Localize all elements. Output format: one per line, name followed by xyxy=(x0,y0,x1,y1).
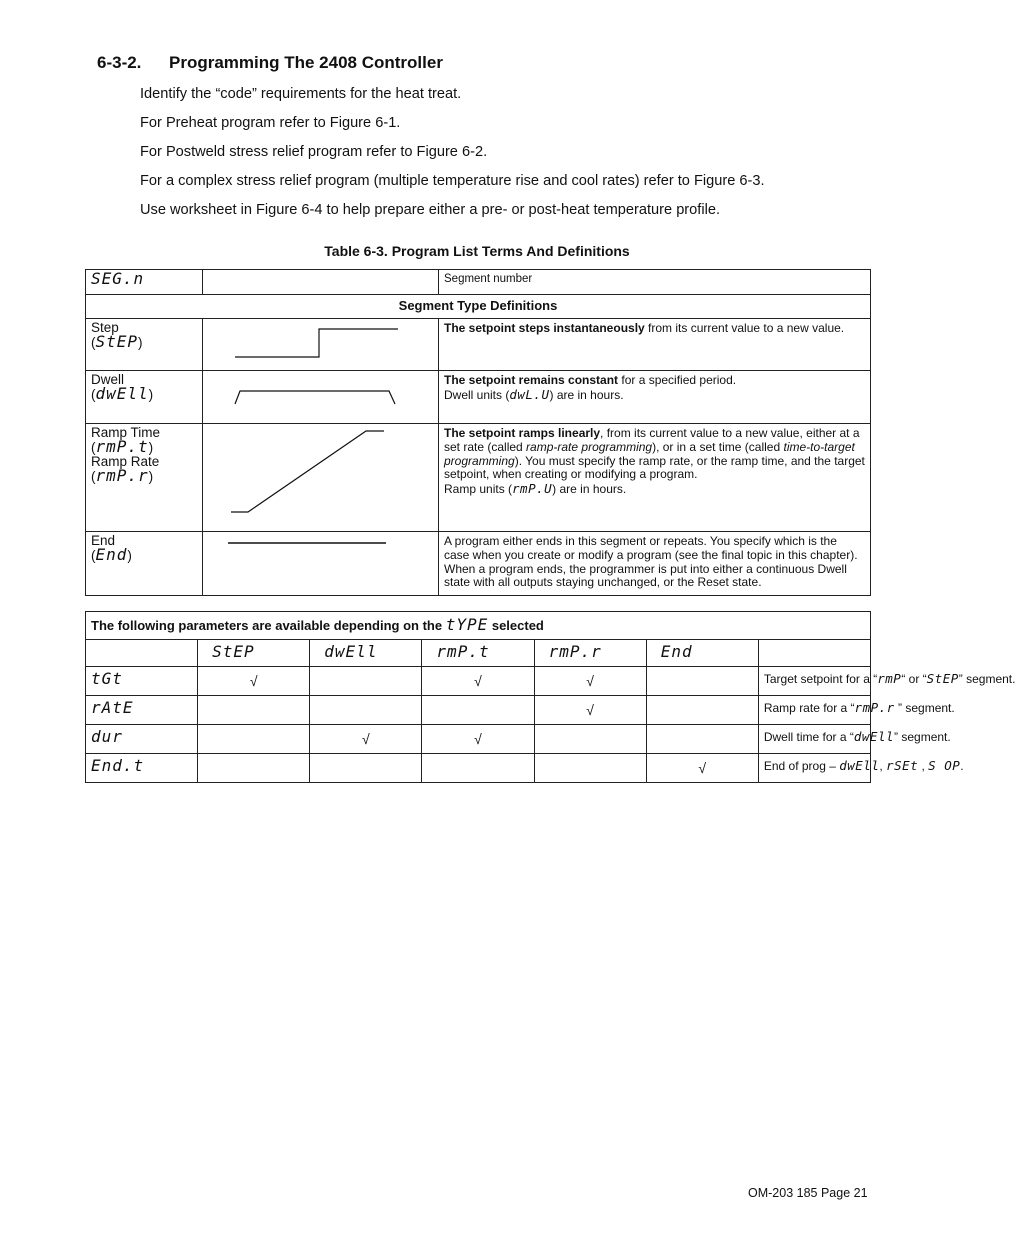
desc-endt-code3: S OP xyxy=(928,758,961,773)
ramp-time-label: Ramp Time xyxy=(91,425,161,440)
ramp-rate-label: Ramp Rate xyxy=(91,454,160,469)
segn-diagram-cell xyxy=(203,270,439,295)
step-desc xyxy=(439,319,871,371)
paragraph-postweld: For Postweld stress relief program refer to Figure 6-2. xyxy=(140,144,488,160)
params-header-code: tYPE xyxy=(445,615,489,634)
mark-rate-ramp-time xyxy=(422,696,534,725)
ramp-diagram xyxy=(203,424,438,532)
ramp-rate-code: rmP.r xyxy=(95,466,149,485)
paragraph-worksheet: Use worksheet in Figure 6-4 to help prepare either a pre- or post-heat temperature profile. xyxy=(140,202,720,218)
row-dur-label: dur xyxy=(91,727,123,746)
dwell-label: Dwell xyxy=(91,372,125,387)
desc-endt-sep1: , xyxy=(879,759,887,773)
col-step xyxy=(198,640,310,667)
desc-endt-sep2: , xyxy=(918,759,929,773)
step-desc-bold: The setpoint steps instantaneously xyxy=(444,321,645,335)
mark-endt-ramp-time xyxy=(422,754,534,783)
dwell-diagram xyxy=(203,371,438,424)
dwell-units-pre: Dwell units ( xyxy=(444,387,510,402)
desc-dur-code: dwEll xyxy=(853,729,895,744)
desc-tgt xyxy=(758,667,1015,696)
mark-dur-ramp-rate xyxy=(534,725,646,754)
col-ramp-rate xyxy=(534,640,646,667)
row-name-endt xyxy=(86,754,198,783)
end-label: End xyxy=(91,533,116,548)
desc-tgt-code1: rmP xyxy=(877,671,902,686)
dwell-diagram-cell xyxy=(203,371,439,424)
row-name-rate xyxy=(86,696,198,725)
ramp-desc-i1: ramp-rate programming xyxy=(526,439,653,454)
desc-rate-pre: Ramp rate for a “ xyxy=(763,701,855,715)
col-dwell-label: dwEll xyxy=(324,642,378,661)
ramp-desc-i2: time-to-target programming xyxy=(444,439,855,468)
mark-tgt-ramp-rate: √ xyxy=(534,667,646,696)
params-corner-cell xyxy=(86,640,198,667)
col-end xyxy=(646,640,758,667)
col-description xyxy=(758,640,870,667)
col-ramp-time xyxy=(422,640,534,667)
table-row-segn xyxy=(86,270,871,295)
mark-dur-dwell: √ xyxy=(310,725,422,754)
step-code: StEP xyxy=(95,332,139,351)
paragraph-complex: For a complex stress relief program (multiple temperature rise and cool rates) refer to Figure 6-3. xyxy=(140,173,765,189)
mark-tgt-dwell xyxy=(310,667,422,696)
params-header xyxy=(86,612,871,640)
table-title: Table 6-3. Program List Terms And Definitions xyxy=(324,243,630,259)
mark-dur-step xyxy=(198,725,310,754)
ramp-label-cell: Ramp Time (rmP.t) Ramp Rate (rmP.r) xyxy=(86,424,203,532)
desc-endt-code1: dwEll xyxy=(839,758,880,773)
segn-code-cell xyxy=(86,270,203,295)
col-ramp-rate-label: rmP.r xyxy=(548,642,602,661)
mark-rate-end xyxy=(646,696,758,725)
ramp-desc-t1: , from its current value to a new value, either at a set rate (called xyxy=(444,426,860,454)
step-label-cell: Step (StEP) xyxy=(86,319,203,371)
dwell-desc-rest: for a specified period. xyxy=(618,373,737,387)
row-name-tgt xyxy=(86,667,198,696)
desc-tgt-post: ” segment. xyxy=(958,672,1015,686)
params-row-tgt xyxy=(86,667,871,696)
dwell-label-cell: Dwell (dwEll) xyxy=(86,371,203,424)
desc-tgt-mid: “ or “ xyxy=(901,672,927,686)
desc-endt-code2: rSEt xyxy=(886,758,919,773)
desc-dur-post: ” segment. xyxy=(894,730,951,744)
mark-rate-dwell xyxy=(310,696,422,725)
params-row-endt xyxy=(86,754,871,783)
mark-tgt-step: √ xyxy=(198,667,310,696)
ramp-desc-t2: ), or in a set time (called xyxy=(652,439,784,454)
paragraph-code-requirements: Identify the “code” requirements for the heat treat. xyxy=(140,86,462,102)
desc-dur xyxy=(758,725,951,754)
dwell-units-post: ) are in hours. xyxy=(549,387,624,402)
mark-dur-end xyxy=(646,725,758,754)
end-desc: A program either ends in this segment or repeats. You specify which is the case when you create or modify a program (see the final topic in this chapter). When a program ends, the programmer is put into either a continuous Dwell state with all outputs staying unchanged, or the Reset state. xyxy=(439,532,871,596)
step-diagram xyxy=(203,319,438,371)
table-row-ramp xyxy=(86,424,871,532)
desc-endt-pre: End of prog – xyxy=(763,759,840,773)
mark-dur-ramp-time: √ xyxy=(422,725,534,754)
ramp-units-code: rmP.U xyxy=(512,481,553,497)
ramp-diagram-cell xyxy=(203,424,439,532)
mark-rate-ramp-rate: √ xyxy=(534,696,646,725)
parameters-table xyxy=(85,611,1015,783)
segment-type-header: Segment Type Definitions xyxy=(86,295,871,319)
desc-tgt-code2: StEP xyxy=(926,671,959,686)
end-diagram-cell xyxy=(203,532,439,596)
dwell-code: dwEll xyxy=(95,384,149,403)
params-header-post: selected xyxy=(488,618,544,633)
table-row-end xyxy=(86,532,871,596)
step-label: Step xyxy=(91,320,119,335)
row-name-dur xyxy=(86,725,198,754)
desc-tgt-pre: Target setpoint for a “ xyxy=(763,672,878,686)
desc-rate xyxy=(758,696,955,725)
params-header-pre: The following parameters are available depending on the xyxy=(91,618,446,633)
table-row-step xyxy=(86,319,871,371)
section-title: Programming The 2408 Controller xyxy=(169,53,443,72)
mark-endt-ramp-rate xyxy=(534,754,646,783)
end-code: End xyxy=(95,545,128,564)
desc-endt xyxy=(758,754,964,783)
ramp-units-post: ) are in hours. xyxy=(552,482,627,497)
table-row-section-header xyxy=(86,295,871,319)
table-row-dwell xyxy=(86,371,871,424)
ramp-desc-t3: ). You must specify the ramp rate, or the ramp time, and the target setpoint, when creating or modifying a program. xyxy=(444,453,865,482)
ramp-time-code: rmP.t xyxy=(95,437,149,456)
program-list-table xyxy=(85,269,871,596)
col-dwell xyxy=(310,640,422,667)
row-endt-label: End.t xyxy=(91,756,145,775)
mark-tgt-ramp-time: √ xyxy=(422,667,534,696)
segn-desc: Segment number xyxy=(439,270,871,295)
desc-rate-post: ” segment. xyxy=(894,701,955,715)
row-tgt-label: tGt xyxy=(91,669,123,688)
step-desc-rest: from its current value to a new value. xyxy=(644,321,845,335)
desc-endt-post: . xyxy=(960,759,964,773)
segn-code: SEG.n xyxy=(91,269,145,288)
mark-rate-step xyxy=(198,696,310,725)
paragraph-preheat: For Preheat program refer to Figure 6-1. xyxy=(140,115,401,131)
end-diagram xyxy=(203,532,438,596)
mark-tgt-end xyxy=(646,667,758,696)
dwell-desc-bold: The setpoint remains constant xyxy=(444,373,619,387)
desc-dur-pre: Dwell time for a “ xyxy=(763,730,854,744)
mark-endt-end: √ xyxy=(646,754,758,783)
dwell-units-code: dwL.U xyxy=(509,386,550,402)
params-columns-row xyxy=(86,640,871,667)
params-header-row xyxy=(86,612,871,640)
col-end-label: End xyxy=(660,642,693,661)
mark-endt-step xyxy=(198,754,310,783)
dwell-desc xyxy=(439,371,871,424)
col-step-label: StEP xyxy=(212,642,255,661)
end-label-cell: End (End) xyxy=(86,532,203,596)
ramp-desc xyxy=(439,424,871,532)
section-number: 6-3-2. xyxy=(97,53,142,72)
ramp-desc-bold: The setpoint ramps linearly xyxy=(444,426,601,440)
desc-rate-code: rmP.r xyxy=(854,700,895,715)
params-row-rate xyxy=(86,696,871,725)
params-row-dur xyxy=(86,725,871,754)
mark-endt-dwell xyxy=(310,754,422,783)
step-diagram-cell xyxy=(203,319,439,371)
row-rate-label: rAtE xyxy=(91,698,134,717)
ramp-units-pre: Ramp units ( xyxy=(444,482,513,497)
page-footer: OM-203 185 Page 21 xyxy=(748,1186,868,1200)
section-heading xyxy=(97,53,443,73)
col-ramp-time-label: rmP.t xyxy=(436,642,490,661)
